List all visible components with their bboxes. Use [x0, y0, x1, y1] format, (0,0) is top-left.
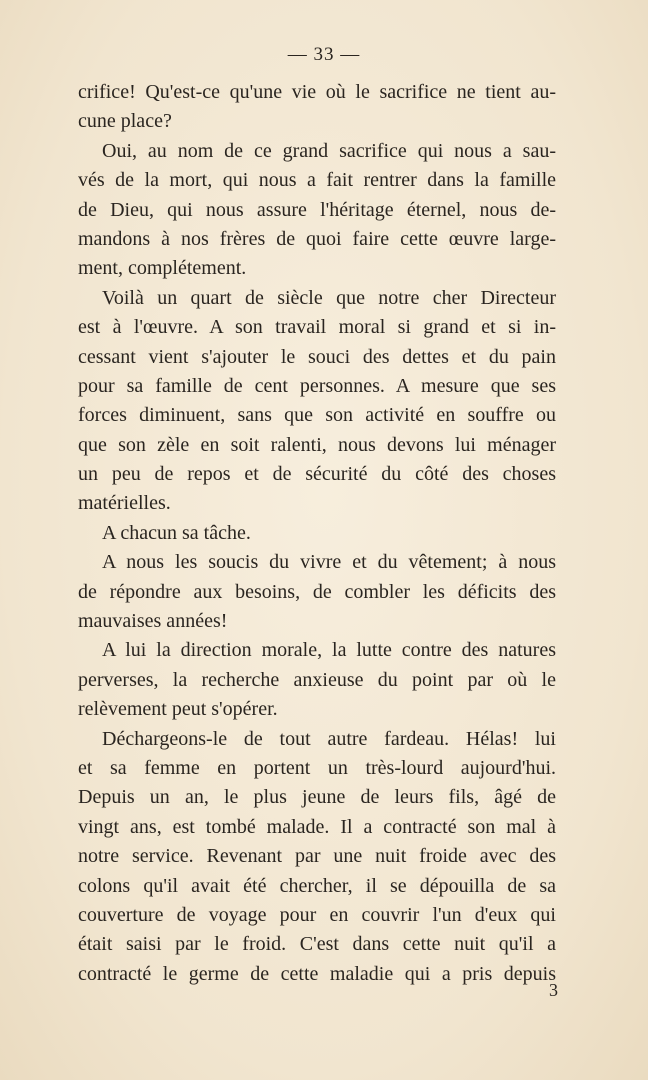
text-line: forces diminuent, sans que son activité en souffre ou	[78, 404, 556, 427]
text-line: est à l'œuvre. A son travail moral si grand et si in-	[78, 316, 556, 339]
body-text	[78, 78, 556, 989]
text-line: couverture de voyage pour en couvrir l'un d'eux qui	[78, 903, 556, 926]
text-line: perverses, la recherche anxieuse du point par où le	[78, 668, 556, 691]
text-line: Depuis un an, le plus jeune de leurs fils, âgé de	[78, 786, 556, 809]
text-line: vés de la mort, qui nous a fait rentrer dans la famille	[78, 169, 556, 192]
text-line: relèvement peut s'opérer.	[78, 698, 278, 721]
text-line: crifice! Qu'est-ce qu'une vie où le sacrifice ne tient au-	[78, 81, 556, 103]
text-line: et sa femme en portent un très-lourd aujourd'hui.	[78, 756, 556, 779]
text-line: Voilà un quart de siècle que notre cher Directeur	[102, 286, 556, 309]
text-line: un peu de repos et de sécurité du côté des choses	[78, 463, 556, 486]
text-line: de Dieu, qui nous assure l'héritage éternel, nous de-	[78, 198, 556, 221]
text-line: contracté le germe de cette maladie qui a pris depuis	[78, 962, 556, 985]
text-line: mandons à nos frères de quoi faire cette œuvre large-	[78, 227, 556, 250]
text-line: cune place?	[78, 110, 172, 133]
signature-mark: 3	[549, 980, 558, 1000]
text-line: notre service. Revenant par une nuit froide avec des	[78, 845, 556, 868]
text-line: colons qu'il avait été chercher, il se dépouilla de sa	[78, 874, 556, 897]
page-number: — 33 —	[287, 44, 361, 65]
text-line: ment, complétement.	[78, 257, 247, 280]
text-line: que son zèle en soit ralenti, nous devons lui ménager	[78, 433, 556, 456]
text-line: Déchargeons-le de tout autre fardeau. Hélas! lui	[102, 727, 556, 750]
text-line: A chacun sa tâche.	[102, 521, 251, 544]
text-line: cessant vient s'ajouter le souci des dettes et du pain	[78, 345, 556, 368]
text-line: vingt ans, est tombé malade. Il a contracté son mal à	[78, 815, 556, 838]
text-line: était saisi par le froid. C'est dans cette nuit qu'il a	[78, 933, 556, 956]
text-line: mauvaises années!	[78, 610, 228, 633]
text-line: de répondre aux besoins, de combler les déficits des	[78, 580, 556, 603]
text-line: A lui la direction morale, la lutte contre des natures	[102, 639, 556, 662]
text-line: A nous les soucis du vivre et du vêtement; à nous	[102, 551, 556, 574]
text-line: Oui, au nom de ce grand sacrifice qui nous a sau-	[102, 139, 556, 162]
text-line: pour sa famille de cent personnes. A mesure que ses	[78, 374, 556, 397]
text-line: matérielles.	[78, 492, 171, 515]
